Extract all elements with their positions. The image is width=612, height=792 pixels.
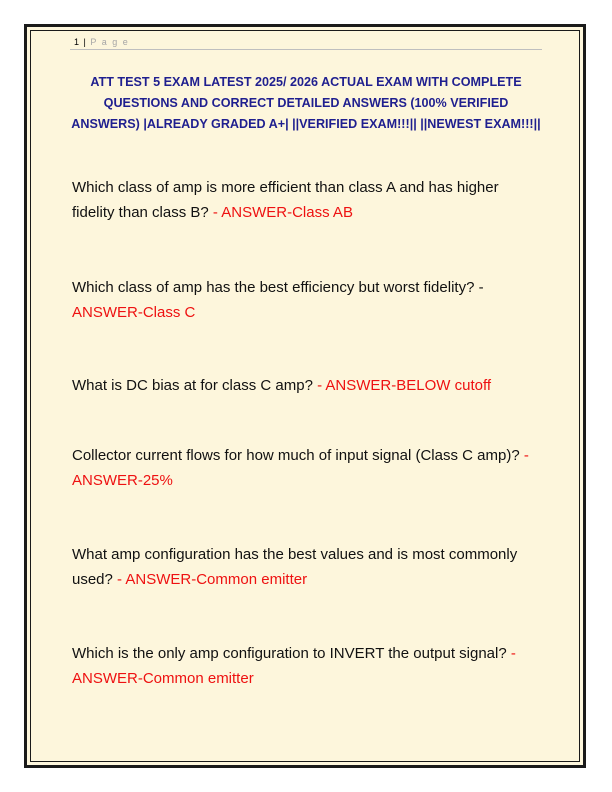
question-text: Which class of amp has the best efficiency but worst fidelity? - [72,279,484,296]
qa-item [72,175,542,225]
qa-item [72,641,542,691]
document-title: ATT TEST 5 EXAM LATEST 2025/ 2026 ACTUAL EXAM WITH COMPLETE QUESTIONS AND CORRECT DETAILED ANSWERS (100% VERIFIED ANSWERS) |ALREADY GRADED A+| ||VERIFIED EXAM!!!|| ||NEWEST EXAM!!!|| [71,75,541,131]
qa-item [72,443,542,493]
answer-text: - ANSWER-BELOW cutoff [317,377,492,394]
header-separator: | [83,37,86,47]
page-label: P a g e [90,37,130,47]
qa-item [72,275,542,325]
question-text: Collector current flows for how much of input signal (Class C amp)? [72,447,520,464]
page-number: 1 [74,37,80,47]
question-text: Which is the only amp configuration to INVERT the output signal? [72,645,507,662]
question-text: What amp configuration has the best values and is most commonly used? [72,546,518,588]
page-header [74,37,129,47]
header-rule [70,49,542,50]
qa-item [72,542,542,592]
question-text: Which class of amp is more efficient than class A and has higher fidelity than class B? [72,179,499,221]
qa-item [72,373,542,398]
question-text: What is DC bias at for class C amp? [72,377,313,394]
answer-text: ANSWER-Class C [72,304,196,321]
answer-text: - ANSWER-Class AB [212,204,353,221]
answer-text: - ANSWER-25% [72,447,529,489]
answer-text: - ANSWER-Common emitter [72,645,516,687]
answer-text: - ANSWER-Common emitter [117,571,308,588]
